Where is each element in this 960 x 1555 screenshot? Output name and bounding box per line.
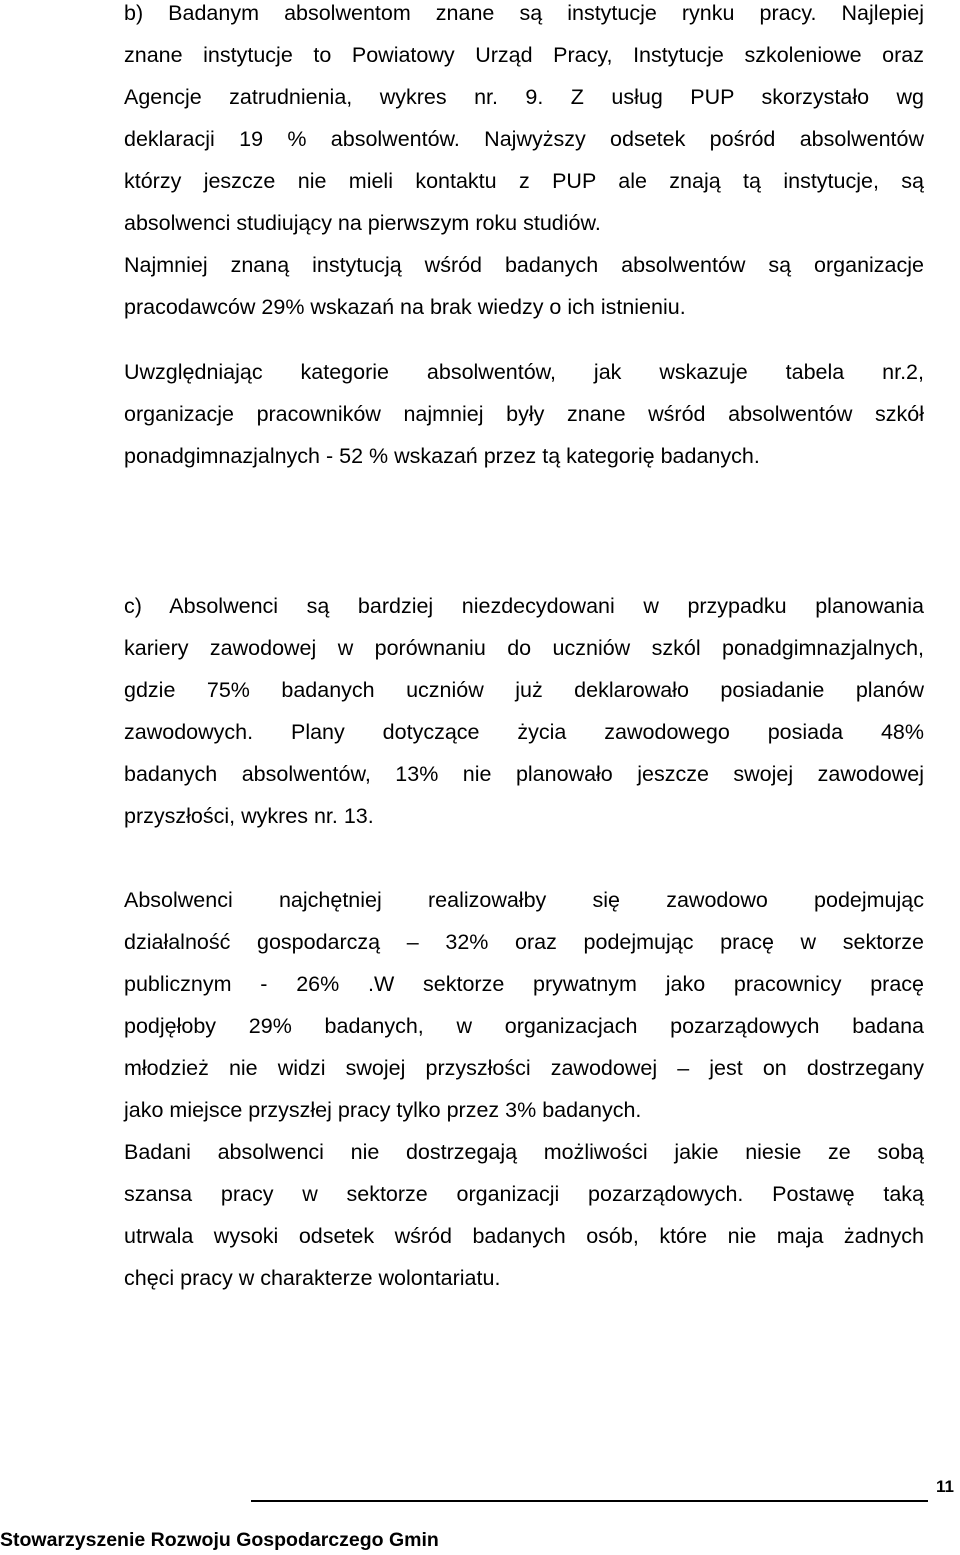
paragraph-e — [124, 1131, 924, 1299]
text-line: chęci pracy w charakterze wolontariatu. — [124, 1266, 501, 1290]
text-line: jako miejsce przyszłej pracy tylko przez 3% badanych. — [124, 1098, 642, 1122]
footer-divider — [251, 1500, 928, 1502]
text-line: szansa pracy w sektorze organizacji pozarządowych. Postawę taką — [124, 1182, 924, 1206]
text-line: podjęłoby 29% badanych, w organizacjach pozarządowych badana — [124, 1014, 924, 1038]
paragraph-b — [124, 0, 924, 328]
page-number: 11 — [936, 1477, 954, 1496]
text-line: c) Absolwenci są bardziej niezdecydowani w przypadku planowania — [124, 594, 924, 618]
text-line: pracodawców 29% wskazań na brak wiedzy o ich istnieniu. — [124, 295, 686, 319]
text-line: znane instytucje to Powiatowy Urząd Pracy, Instytucje szkoleniowe oraz — [124, 43, 924, 67]
paragraph-b-continued — [124, 351, 924, 477]
text-line: młodzież nie widzi swojej przyszłości zawodowej – jest on dostrzegany — [124, 1056, 924, 1080]
text-line: absolwenci studiujący na pierwszym roku studiów. — [124, 211, 601, 235]
footer-organization: Stowarzyszenie Rozwoju Gospodarczego Gmin — [0, 1529, 439, 1551]
text-line: b) Badanym absolwentom znane są instytucje rynku pracy. Najlepiej — [124, 1, 924, 25]
text-line: Absolwenci najchętniej realizowałby się zawodowo podejmując — [124, 888, 924, 912]
paragraph-c — [124, 585, 924, 837]
text-line: organizacje pracowników najmniej były znane wśród absolwentów szkół — [124, 402, 924, 426]
text-line: Najmniej znaną instytucją wśród badanych absolwentów są organizacje — [124, 253, 924, 277]
text-line: Uwzględniając kategorie absolwentów, jak wskazuje tabela nr.2, — [124, 360, 924, 384]
text-line: ponadgimnazjalnych - 52 % wskazań przez tą kategorię badanych. — [124, 444, 760, 468]
text-line: przyszłości, wykres nr. 13. — [124, 804, 374, 828]
text-line: deklaracji 19 % absolwentów. Najwyższy odsetek pośród absolwentów — [124, 127, 924, 151]
paragraph-d — [124, 879, 924, 1131]
text-line: publicznym - 26% .W sektorze prywatnym jako pracownicy pracę — [124, 972, 924, 996]
text-line: zawodowych. Plany dotyczące życia zawodowego posiada 48% — [124, 720, 924, 744]
text-line: badanych absolwentów, 13% nie planowało jeszcze swojej zawodowej — [124, 762, 924, 786]
text-line: którzy jeszcze nie mieli kontaktu z PUP ale znają tą instytucje, są — [124, 169, 924, 193]
text-line: kariery zawodowej w porównaniu do uczniów szkól ponadgimnazjalnych, — [124, 636, 924, 660]
text-line: Agencje zatrudnienia, wykres nr. 9. Z usług PUP skorzystało wg — [124, 85, 924, 109]
text-line: Badani absolwenci nie dostrzegają możliwości jakie niesie ze sobą — [124, 1140, 924, 1164]
text-line: utrwala wysoki odsetek wśród badanych osób, które nie maja żadnych — [124, 1224, 924, 1248]
text-line: gdzie 75% badanych uczniów już deklarowało posiadanie planów — [124, 678, 924, 702]
text-line: działalność gospodarczą – 32% oraz podejmując pracę w sektorze — [124, 930, 924, 954]
